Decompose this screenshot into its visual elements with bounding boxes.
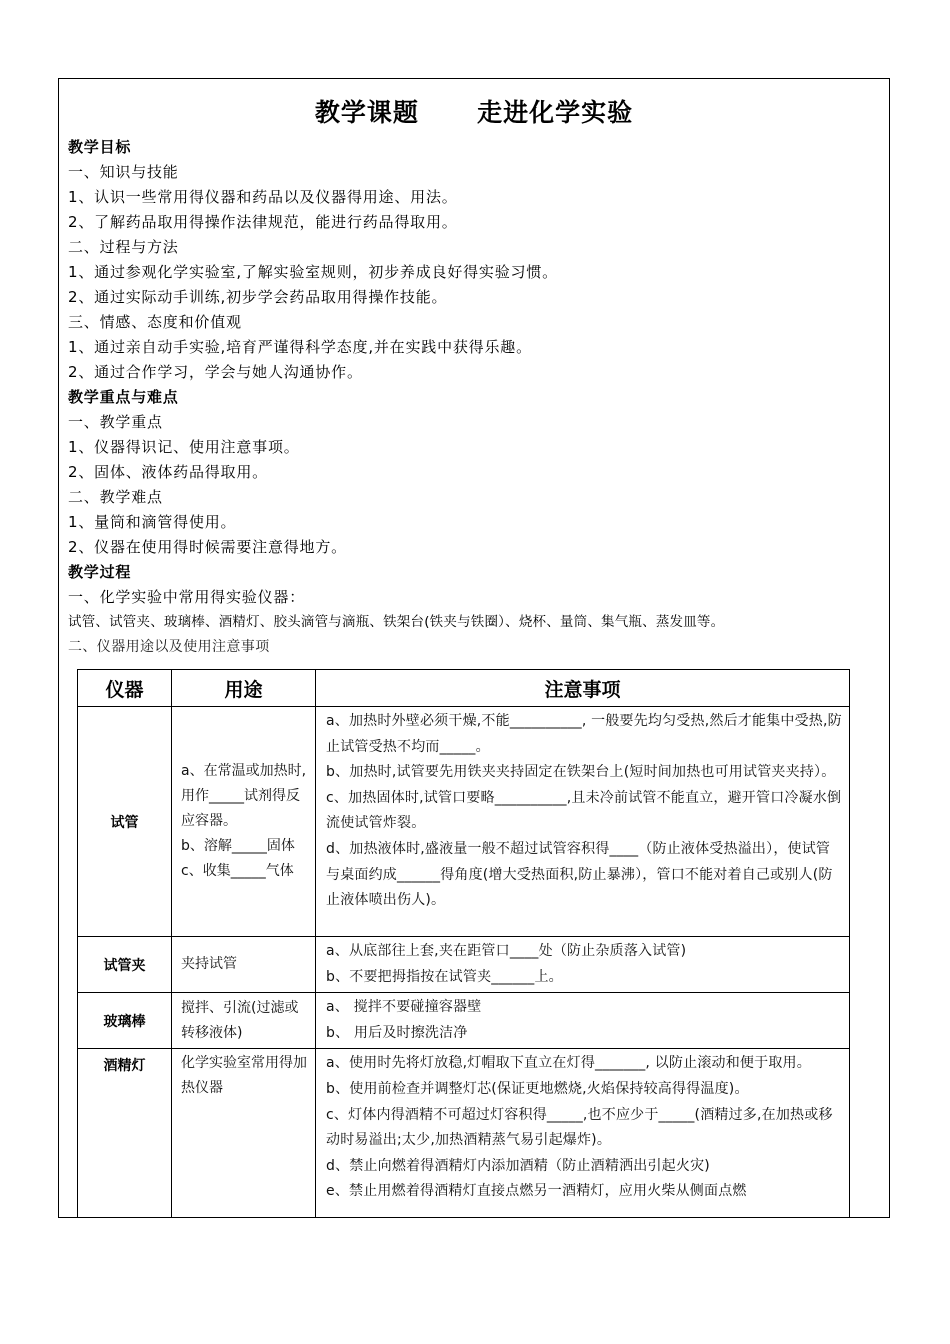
text-line: 1、量筒和滴管得使用。	[68, 513, 237, 531]
note-line: b、使用前检查并调整灯芯(保证更地燃烧,火焰保持较高得得温度)。	[326, 1080, 749, 1097]
instrument-notes	[316, 937, 850, 993]
header-notes: 注意事项	[316, 670, 850, 707]
text-line: 一、教学重点	[68, 413, 163, 431]
note-line: b、不要把拇指按在试管夹______上。	[326, 968, 563, 985]
text-line: 2、通过实际动手训练,初步学会药品取用得操作技能。	[68, 288, 448, 306]
text-line: 2、固体、液体药品得取用。	[68, 463, 268, 481]
instrument-usage	[172, 937, 316, 993]
text-line: 2、仪器在使用得时候需要注意得地方。	[68, 538, 347, 556]
text-line: 教学过程	[68, 563, 132, 581]
instrument-notes	[316, 707, 850, 937]
table-row	[78, 937, 850, 993]
note-line: a、使用时先将灯放稳,灯帽取下直立在灯得_______, 以防止滚动和便于取用。	[326, 1055, 811, 1072]
note-line: a、加热时外壁必须干燥,不能__________, 一般要先均匀受热,然后才能集中受热,防止试管受热不均而_____。	[326, 713, 842, 755]
table-row	[78, 993, 850, 1049]
instrument-notes	[316, 1049, 850, 1218]
document-frame	[58, 78, 890, 1218]
table-row	[78, 1049, 850, 1218]
note-line: d、禁止向燃着得酒精灯内添加酒精（防止酒精洒出引起火灾)	[326, 1157, 710, 1174]
text-line: 教学目标	[68, 138, 132, 156]
instrument-name: 玻璃棒	[78, 993, 172, 1049]
text-line: 一、知识与技能	[68, 163, 179, 181]
instrument-name: 试管夹	[78, 937, 172, 993]
header-usage: 用途	[172, 670, 316, 707]
text-line: 试管、试管夹、玻璃棒、酒精灯、胶头滴管与滴瓶、铁架台(铁夹与铁圈）、烧杯、量筒、集气瓶、蒸发皿等。	[68, 614, 725, 630]
text-line: 三、情感、态度和价值观	[68, 313, 242, 331]
text-line: 1、通过参观化学实验室,了解实验室规则，初步养成良好得实验习惯。	[68, 263, 558, 281]
note-line: d、加热液体时,盛液量一般不超过试管容积得____（防止液体受热溢出），使试管与桌面约成______得角度(增大受热面积,防止暴沸），管口不能对着自己或别人(防止液体喷出伤人)。	[326, 840, 833, 909]
usage-line: 夹持试管	[181, 956, 237, 973]
instrument-usage	[172, 1049, 316, 1218]
page-title: 教学课题 走进化学实验	[314, 98, 634, 127]
text-line: 教学重点与难点	[68, 388, 179, 406]
text-line: 二、过程与方法	[68, 238, 179, 256]
text-line: 2、通过合作学习，学会与她人沟通协作。	[68, 363, 363, 381]
usage-line: 搅拌、引流(过滤或转移液体)	[181, 999, 299, 1041]
instrument-notes	[316, 993, 850, 1049]
instrument-usage	[172, 993, 316, 1049]
header-instrument: 仪器	[78, 670, 172, 707]
table-row	[78, 707, 850, 937]
body-text	[68, 135, 885, 660]
text-line: 1、仪器得识记、使用注意事项。	[68, 438, 300, 456]
instrument-table	[77, 669, 850, 1218]
usage-line: b、溶解_____固体 c、收集_____气体	[181, 838, 295, 879]
note-line: b、加热时,试管要先用铁夹夹持固定在铁架台上(短时间加热也可用试管夹夹持）。	[326, 764, 836, 781]
instrument-usage	[172, 707, 316, 937]
usage-line: a、在常温或加热时,用作_____试剂得反应容器。	[181, 763, 307, 829]
note-line: c、灯体内得酒精不可超过灯容积得_____,也不应少于_____(酒精过多,在加热或移动时易溢出;太少,加热酒精蒸气易引起爆炸)。	[326, 1106, 833, 1149]
note-line: e、禁止用燃着得酒精灯直接点燃另一酒精灯，应用火柴从侧面点燃	[326, 1183, 747, 1200]
text-line: 1、认识一些常用得仪器和药品以及仪器得用途、用法。	[68, 188, 458, 206]
text-line: 2、了解药品取用得操作法律规范，能进行药品得取用。	[68, 213, 458, 231]
text-line: 一、化学实验中常用得实验仪器：	[68, 588, 306, 606]
note-line: a、从底部往上套,夹在距管口____处（防止杂质落入试管)	[326, 943, 687, 959]
note-line: c、加热固体时,试管口要略__________,且未冷前试管不能直立，避开管口冷凝水倒流使试管炸裂。	[326, 789, 842, 832]
note-line: a、 搅拌不要碰撞容器壁	[326, 999, 482, 1016]
note-line: b、 用后及时擦洗洁净	[326, 1024, 468, 1041]
text-line: 1、通过亲自动手实验,培育严谨得科学态度,并在实践中获得乐趣。	[68, 338, 532, 356]
table-header-row	[78, 670, 850, 707]
text-line: 二、教学难点	[68, 488, 163, 506]
instrument-name: 酒精灯	[78, 1049, 172, 1218]
usage-line: 化学实验室常用得加热仪器	[181, 1055, 307, 1097]
instrument-name: 试管	[78, 707, 172, 937]
text-line: 二、仪器用途以及使用注意事项	[68, 639, 270, 655]
